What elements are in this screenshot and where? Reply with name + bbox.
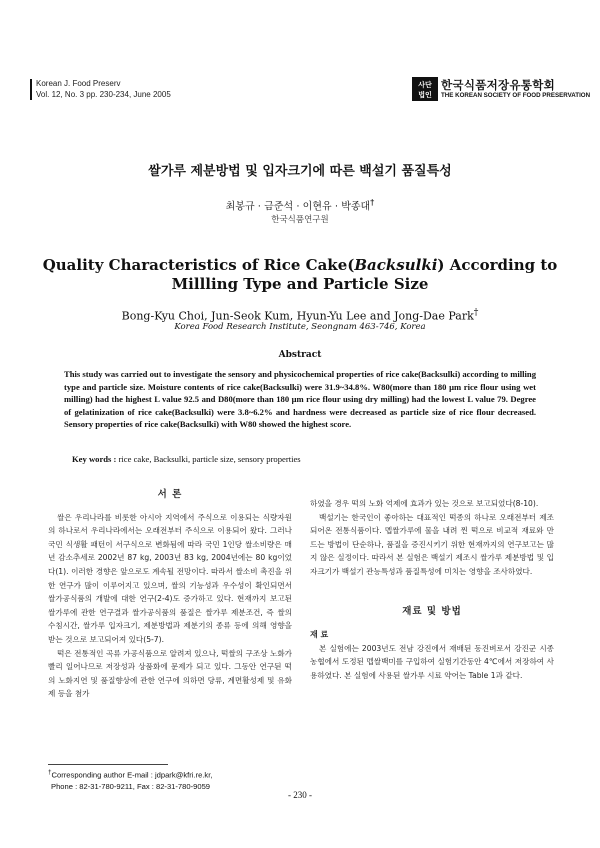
journal-name: Korean J. Food Preserv	[36, 79, 121, 88]
intro-paragraph-1: 쌀은 우리나라를 비롯한 아시아 지역에서 주식으로 이용되는 식량자원의 하나로서 우리나라에서는 오래전부터 주식으로 이용되어 왔다. 그러나 국민 식생활 패턴이 서구식으로 변화됨에 따라 국민 1인당 쌀소비량은 매년 감소추세로 2002년 87 kg, 2003년 83 kg, 2004년에는 80 kg이었다(1). 이러한 경향은 앞으로도 계속될 전망이다. 따라서 쌀소비 촉진을 위한 연구가 많이 이루어지고 있으며, 쌀의 기능성과 우수성이 확인되면서 쌀가공식품의 개발에 대한 연구(2-4)도 증가하고 있다. 현재까지 보고된 쌀가루에 관한 연구결과 쌀가공식품의 품질은 쌀가루 제분조건, 즉 쌀의 수침시간, 쌀가루 입자크기, 제분방법과 제분기의 종류 등에 의해 영향을 받는 것으로 보고되어져 있다(5-7).	[48, 512, 292, 644]
english-author-list: Bong-Kyu Choi, Jun-Seok Kum, Hyun-Yu Lee and Jong-Dae Park	[121, 309, 474, 323]
title-part-2: ) According to	[437, 256, 558, 274]
title-line-2: Millling Type and Particle Size	[171, 275, 429, 293]
footnote-mark: †	[48, 769, 52, 776]
left-column	[48, 488, 292, 701]
footnote-rule	[48, 764, 168, 765]
svg-text:사단: 사단	[418, 81, 432, 89]
abstract-heading: Abstract	[278, 350, 322, 360]
korean-title: 쌀가루 제분방법 및 입자크기에 따른 백설기 품질특성	[148, 164, 452, 179]
keywords	[72, 454, 301, 464]
methods-heading: 재료 및 방법	[402, 605, 462, 617]
footnote-email-text: Corresponding author E-mail : jdpark@kfri.re.kr,	[51, 770, 213, 780]
society-name-ko: 한국식품저장유통학회	[441, 78, 556, 92]
materials-heading: 재 료	[310, 630, 329, 640]
society-logo-icon	[412, 77, 438, 101]
society-masthead	[412, 77, 591, 101]
footnote-phone: Phone : 82-31-780-9211, Fax : 82-31-780-9059	[51, 781, 211, 791]
right-column	[310, 497, 554, 683]
english-affiliation: Korea Food Research Institute, Seongnam 463-746, Korea	[174, 322, 426, 332]
korean-affiliation: 한국식품연구원	[271, 215, 329, 225]
intro-paragraph-2: 떡은 전통적인 곡류 가공식품으로 알려져 있으나, 떡쌀의 구조상 노화가 빨리 일어나므로 저장성과 상품화에 문제가 되고 있다. 그동안 연구된 떡의 노화지연 및 품질향상에 관한 연구에 의하면 당류, 계면활성제 및 유화제 등을 첨가	[48, 648, 292, 699]
citation-bar	[30, 79, 32, 100]
english-title	[0, 256, 600, 294]
title-part-1: Quality Characteristics of Rice Cake(	[42, 256, 355, 274]
english-authors	[0, 307, 600, 323]
corresponding-mark: †	[370, 197, 375, 207]
keywords-label: Key words :	[72, 454, 117, 464]
footnote-email	[48, 767, 212, 781]
society-name-en: THE KOREAN SOCIETY OF FOOD PRESERVATION	[441, 92, 591, 99]
abstract-body: This study was carried out to investigate the sensory and physicochemical properties of rice cake(Backsulki) according to milling type and particle size. Moisture contents of rice cake(Backsulki) were 31.9~34.8%. W80(more than 180 μm rice flour using wet milling) had the highest L value 92.5 and D80(more than 180 μm rice flour using dry milling) had the lowest L value 79. Degree of gelatinization of rice cake(Backsulki) were 3.8~6.2% and hardness were decreased as particle size of rice flour decreased. Sensory properties of rice cake(Backsulki) with W80 showed the highest score.	[64, 369, 536, 429]
materials-paragraph: 본 실험에는 2003년도 전남 강진에서 재배된 동진벼로서 강진군 시종농협에서 도정된 멥쌀백미를 구입하여 실험기간동안 4℃에서 저장하여 사용하였다. 본 실험에 사용된 쌀가루 시료 약어는 Table 1과 같다.	[310, 643, 554, 680]
corresponding-mark-en: †	[473, 307, 479, 318]
footnote	[48, 767, 212, 792]
title-italic: Backsulki	[354, 256, 438, 274]
korean-author-list: 최봉규 · 금준석 · 이현유 · 박종대	[225, 201, 371, 213]
intro-paragraph-3: 하였을 경우 떡의 노화 억제에 효과가 있는 것으로 보고되었다(8-10).	[310, 499, 539, 508]
journal-citation	[36, 78, 171, 100]
journal-volume: Vol. 12, No. 3 pp. 230-234, June 2005	[36, 90, 171, 99]
page-number: - 230 -	[288, 790, 312, 800]
svg-text:법인: 법인	[418, 91, 432, 99]
introduction-heading: 서 론	[157, 489, 183, 500]
keywords-list: rice cake, Backsulki, particle size, sensory properties	[118, 454, 301, 464]
intro-paragraph-4: 백설기는 한국인이 좋아하는 대표적인 떡종의 하나로 오래전부터 제조되어온 전통식품이다. 멥쌀가루에 물을 내려 찐 떡으로 비교적 재료와 만드는 방법이 단순하나, 품질을 증진시키기 위한 현재까지의 연구보고는 많지 않은 실정이다. 따라서 본 실험은 백설기 제조시 쌀가루 제분방법 및 입자크기가 백설기 관능특성과 품질특성에 미치는 영향을 조사하였다.	[310, 512, 554, 576]
korean-authors	[0, 197, 600, 212]
